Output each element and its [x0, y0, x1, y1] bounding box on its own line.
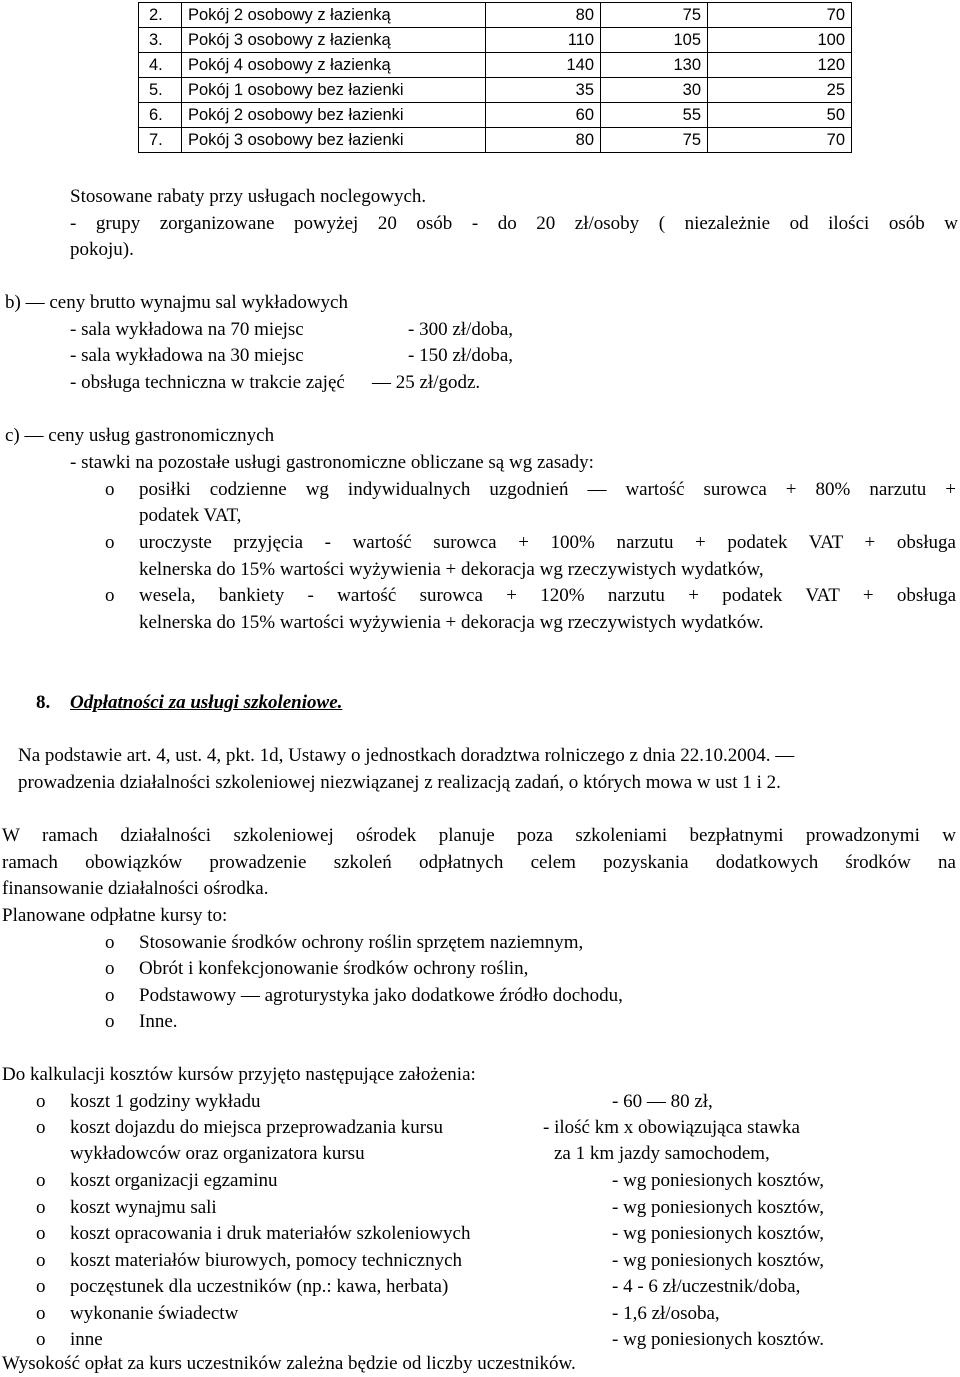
room-name: Pokój 3 osobowy bez łazienki: [182, 128, 486, 153]
price-col-1: 60: [486, 103, 601, 128]
discounts-line-cont: pokoju).: [70, 239, 134, 260]
cost-label: koszt dojazdu do miejsca przeprowadzania kursu: [70, 1117, 444, 1138]
gastro-item-1: posiłki codzienne wg indywidualnych uzgodnień — wartość surowca + 80% narzutu +: [139, 479, 956, 500]
table-row: [139, 28, 852, 53]
bullet-marker: o: [105, 932, 115, 953]
price-col-2: 75: [601, 3, 708, 28]
hall-item-value: - 300 zł/doba,: [408, 319, 514, 340]
cost-value-cont: za 1 km jazdy samochodem,: [554, 1143, 770, 1164]
bullet-marker: o: [105, 958, 115, 979]
discounts-title: Stosowane rabaty przy usługach noclegowych.: [70, 186, 427, 207]
cost-value: - wg poniesionych kosztów,: [612, 1223, 824, 1244]
hall-item-label: - obsługa techniczna w trakcie zajęć: [70, 372, 345, 393]
table-row: [139, 78, 852, 103]
legal-basis-cont: prowadzenia działalności szkoleniowej niezwiązanej z realizacją zadań, o których mowa w ust 1 i 2.: [18, 772, 781, 793]
price-col-1: 35: [486, 78, 601, 103]
room-name: Pokój 2 osobowy z łazienką: [182, 3, 486, 28]
hall-item-label: - sala wykładowa na 30 miejsc: [70, 345, 304, 366]
section-number: 8.: [36, 692, 51, 713]
bullet-marker: o: [36, 1117, 46, 1138]
row-number: 5.: [139, 78, 182, 103]
hall-item-value: - 150 zł/doba,: [408, 345, 514, 366]
bullet-marker: o: [36, 1197, 46, 1218]
course-item: Inne.: [139, 1011, 178, 1032]
bullet-marker: o: [105, 985, 115, 1006]
bullet-marker: o: [36, 1223, 46, 1244]
price-col-2: 75: [601, 128, 708, 153]
cost-value: - 60 — 80 zł,: [612, 1091, 713, 1112]
cost-label: poczęstunek dla uczestników (np.: kawa, herbata): [70, 1276, 449, 1297]
cost-label-cont: wykładowców oraz organizatora kursu: [70, 1143, 365, 1164]
price-col-2: 55: [601, 103, 708, 128]
course-item: Stosowanie środków ochrony roślin sprzętem naziemnym,: [139, 932, 584, 953]
row-number: 2.: [139, 3, 182, 28]
cost-label: wykonanie świadectw: [70, 1303, 239, 1324]
gastro-item-2: uroczyste przyjęcia - wartość surowca + 100% narzutu + podatek VAT + obsługa: [139, 532, 956, 553]
bullet-marker: o: [36, 1250, 46, 1271]
bullet-marker: o: [36, 1329, 46, 1350]
price-col-1: 80: [486, 128, 601, 153]
cost-label: koszt organizacji egzaminu: [70, 1170, 278, 1191]
price-col-3: 70: [708, 128, 852, 153]
legal-basis: Na podstawie art. 4, ust. 4, pkt. 1d, Ustawy o jednostkach doradztwa rolniczego z dnia 22.10.2004. —: [18, 745, 795, 766]
room-name: Pokój 3 osobowy z łazienką: [182, 28, 486, 53]
price-col-2: 130: [601, 53, 708, 78]
row-number: 3.: [139, 28, 182, 53]
table-row: [139, 128, 852, 153]
discounts-line: - grupy zorganizowane powyżej 20 osób - do 20 zł/osoby ( niezależnie od ilości osób w: [70, 213, 958, 234]
bullet-marker: o: [105, 479, 115, 500]
bullet-marker: o: [36, 1303, 46, 1324]
section-title: Odpłatności za usługi szkoleniowe.: [70, 692, 343, 713]
paragraph-line: ramach obowiązków prowadzenie szkoleń odpłatnych celem pozyskania dodatkowych środków na: [2, 852, 956, 873]
price-col-3: 100: [708, 28, 852, 53]
gastro-item-3: wesela, bankiety - wartość surowca + 120% narzutu + podatek VAT + obsługa: [139, 585, 956, 606]
gastro-intro: - stawki na pozostałe usługi gastronomiczne obliczane są wg zasady:: [70, 452, 594, 473]
table-row: [139, 3, 852, 28]
price-col-1: 110: [486, 28, 601, 53]
lecture-halls-heading: b) — ceny brutto wynajmu sal wykładowych: [5, 292, 348, 313]
gastro-item-2-cont: kelnerska do 15% wartości wyżywienia + dekoracja wg rzeczywistych wydatków,: [139, 559, 764, 580]
price-col-2: 105: [601, 28, 708, 53]
hall-item-value: — 25 zł/godz.: [372, 372, 481, 393]
costs-title: Do kalkulacji kosztów kursów przyjęto następujące założenia:: [2, 1064, 476, 1085]
gastro-item-3-cont: kelnerska do 15% wartości wyżywienia + dekoracja wg rzeczywistych wydatków.: [139, 612, 764, 633]
cost-value: - ilość km x obowiązująca stawka: [543, 1117, 800, 1138]
price-col-3: 70: [708, 3, 852, 28]
cost-value: - wg poniesionych kosztów,: [612, 1170, 824, 1191]
courses-title: Planowane odpłatne kursy to:: [2, 905, 228, 926]
room-name: Pokój 2 osobowy bez łazienki: [182, 103, 486, 128]
price-col-3: 25: [708, 78, 852, 103]
cost-value: - wg poniesionych kosztów,: [612, 1197, 824, 1218]
paragraph-line: finansowanie działalności ośrodka.: [2, 878, 269, 899]
rooms-price-table: [138, 2, 852, 153]
row-number: 6.: [139, 103, 182, 128]
price-col-1: 140: [486, 53, 601, 78]
gastro-heading: c) — ceny usług gastronomicznych: [5, 425, 275, 446]
row-number: 7.: [139, 128, 182, 153]
gastro-item-1-cont: podatek VAT,: [139, 505, 242, 526]
cost-value: - wg poniesionych kosztów.: [612, 1329, 824, 1350]
bullet-marker: o: [36, 1276, 46, 1297]
course-item: Podstawowy — agroturystyka jako dodatkowe źródło dochodu,: [139, 985, 623, 1006]
room-name: Pokój 4 osobowy z łazienką: [182, 53, 486, 78]
final-note: Wysokość opłat za kurs uczestników zależna będzie od liczby uczestników.: [2, 1353, 576, 1374]
bullet-marker: o: [36, 1170, 46, 1191]
cost-label: inne: [70, 1329, 103, 1350]
room-name: Pokój 1 osobowy bez łazienki: [182, 78, 486, 103]
cost-label: koszt materiałów biurowych, pomocy technicznych: [70, 1250, 463, 1271]
cost-value: - 1,6 zł/osoba,: [612, 1303, 720, 1324]
cost-value: - 4 - 6 zł/uczestnik/doba,: [612, 1276, 801, 1297]
paragraph-line: W ramach działalności szkoleniowej ośrodek planuje poza szkoleniami bezpłatnymi prowadzonymi w: [2, 825, 956, 846]
price-col-1: 80: [486, 3, 601, 28]
row-number: 4.: [139, 53, 182, 78]
cost-label: koszt 1 godziny wykładu: [70, 1091, 261, 1112]
hall-item-label: - sala wykładowa na 70 miejsc: [70, 319, 304, 340]
cost-value: - wg poniesionych kosztów,: [612, 1250, 824, 1271]
price-col-3: 50: [708, 103, 852, 128]
price-col-3: 120: [708, 53, 852, 78]
course-item: Obrót i konfekcjonowanie środków ochrony roślin,: [139, 958, 529, 979]
bullet-marker: o: [105, 585, 115, 606]
table-row: [139, 103, 852, 128]
bullet-marker: o: [105, 532, 115, 553]
bullet-marker: o: [36, 1091, 46, 1112]
cost-label: koszt opracowania i druk materiałów szkoleniowych: [70, 1223, 471, 1244]
table-row: [139, 53, 852, 78]
bullet-marker: o: [105, 1011, 115, 1032]
price-col-2: 30: [601, 78, 708, 103]
cost-label: koszt wynajmu sali: [70, 1197, 217, 1218]
